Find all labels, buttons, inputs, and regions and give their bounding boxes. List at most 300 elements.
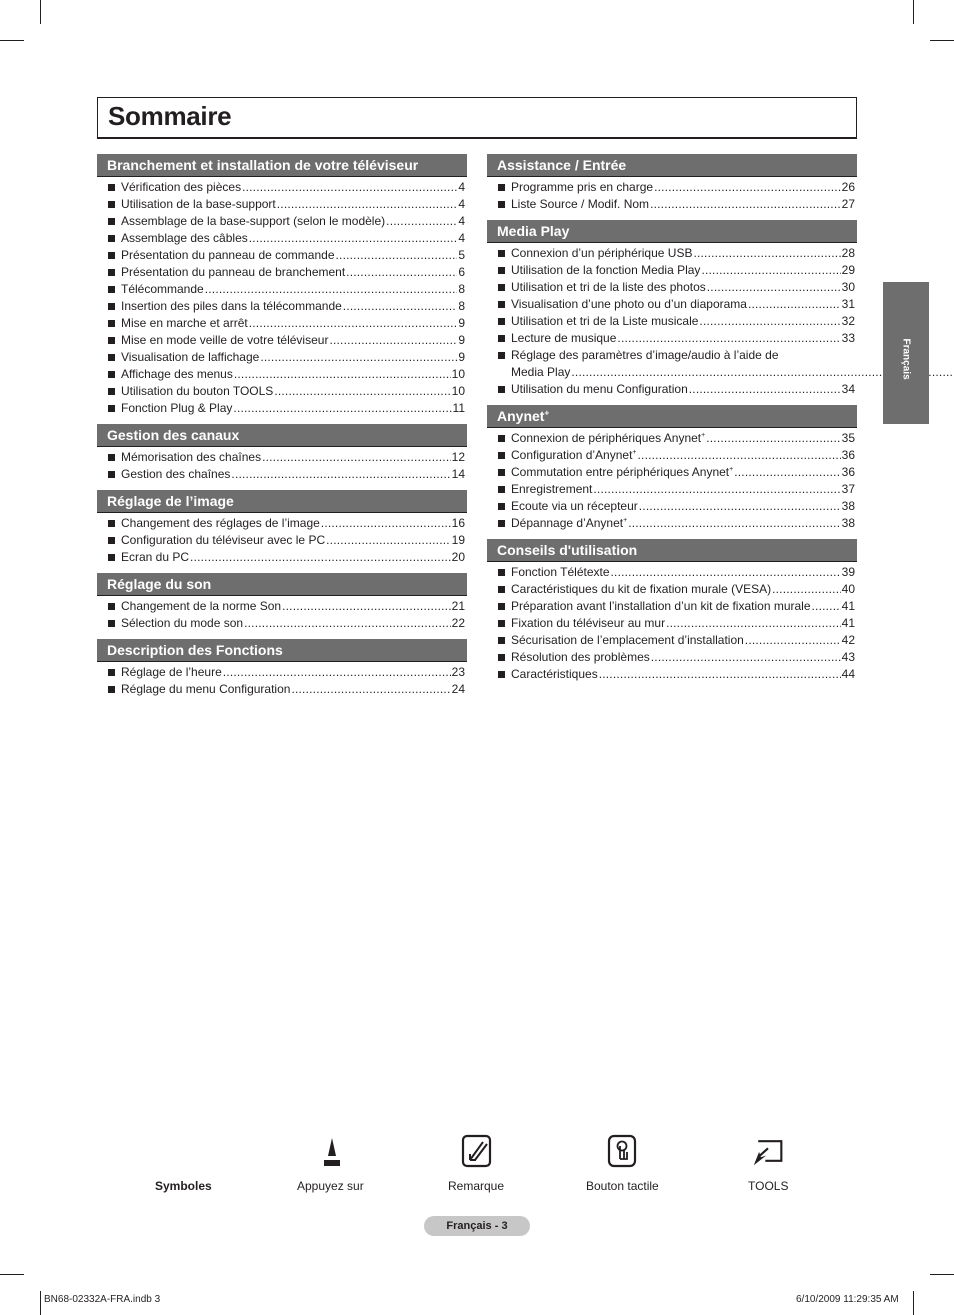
- toc-entry-label: [121, 247, 335, 264]
- toc-entry[interactable]: [97, 349, 467, 366]
- leader-dots: [190, 549, 451, 566]
- toc-entry[interactable]: [97, 449, 467, 466]
- toc-entry-page: 9: [458, 350, 465, 364]
- toc-entry-label: [121, 466, 230, 483]
- toc-entry-label: [121, 179, 241, 196]
- toc-entry[interactable]: [487, 666, 857, 683]
- toc-entry-page: 10: [451, 384, 465, 398]
- toc-entry-page: 29: [841, 263, 855, 277]
- toc-entry-page: 4: [458, 197, 465, 211]
- toc-entry-text: Affichage des menus: [121, 367, 233, 381]
- toc-entry-page: 42: [841, 633, 855, 647]
- toc-entry-label: [511, 196, 649, 213]
- toc-entry-text: Enregistrement: [511, 482, 593, 496]
- toc-section: [97, 424, 467, 483]
- toc-entry-text: Utilisation du menu Configuration: [511, 382, 688, 396]
- toc-entry[interactable]: [487, 481, 857, 498]
- bullet-square-icon: [108, 337, 115, 344]
- bullet-square-icon: [108, 252, 115, 259]
- leader-dots: [706, 430, 840, 447]
- crop-mark: [40, 1291, 41, 1315]
- toc-entry-text: Réglage de l’heure: [121, 665, 222, 679]
- bullet-square-icon: [498, 184, 505, 191]
- toc-entry[interactable]: [97, 366, 467, 383]
- section-heading: [97, 424, 467, 447]
- symbols-legend: [0, 1130, 954, 1200]
- bullet-square-icon: [498, 503, 505, 510]
- leader-dots: [745, 632, 841, 649]
- crop-mark: [0, 40, 24, 41]
- toc-entry-label: [511, 649, 650, 666]
- toc-section: [97, 154, 467, 417]
- section-heading: [97, 573, 467, 596]
- toc-entry-page: 8: [458, 282, 465, 296]
- toc-entry-label: [121, 383, 273, 400]
- toc-entry-page: 6: [458, 265, 465, 279]
- toc-entry-label: [511, 515, 627, 532]
- symbol-label-note: Remarque: [448, 1179, 505, 1193]
- toc-entry-label: [511, 498, 638, 515]
- toc-entry-page: 43: [841, 650, 855, 664]
- leader-dots: [262, 449, 451, 466]
- leader-dots: [260, 349, 457, 366]
- toc-entry-label: [121, 281, 204, 298]
- bullet-square-icon: [108, 371, 115, 378]
- leader-dots: [291, 681, 450, 698]
- toc-entry-label: [121, 213, 385, 230]
- footer-datetime: 6/10/2009 11:29:35 AM: [796, 1294, 899, 1305]
- toc-entry-label: [511, 381, 688, 398]
- toc-entry-page: 38: [841, 499, 855, 513]
- bullet-square-icon: [498, 603, 505, 610]
- toc-entry-label: [511, 179, 653, 196]
- leader-dots: [650, 196, 841, 213]
- leader-dots: [654, 179, 841, 196]
- toc-left-column: [97, 154, 467, 705]
- toc-entry-text: Préparation avant l’installation d’un kit de fixation murale: [511, 599, 811, 613]
- bullet-square-icon: [108, 218, 115, 225]
- bullet-square-icon: [498, 620, 505, 627]
- toc-entry-page: 20: [451, 550, 465, 564]
- toc-entry-text: Mise en marche et arrêt: [121, 316, 248, 330]
- crop-mark: [40, 0, 41, 24]
- toc-entry-label: [511, 279, 706, 296]
- toc-entry-text: Insertion des piles dans la télécommande: [121, 299, 342, 313]
- toc-entry-page: 21: [451, 599, 465, 613]
- toc-entry-page: 14: [451, 467, 465, 481]
- toc-entry[interactable]: [487, 498, 857, 515]
- toc-entry-text: Assemblage de la base-support (selon le modèle): [121, 214, 386, 228]
- toc-entry[interactable]: [97, 332, 467, 349]
- leader-dots: [282, 598, 451, 615]
- toc-entry-label: [121, 366, 233, 383]
- toc-entry-text: Dépannage d’Anynet: [511, 516, 624, 530]
- toc-entry[interactable]: [97, 281, 467, 298]
- bullet-square-icon: [498, 386, 505, 393]
- toc-entry-page: 10: [451, 367, 465, 381]
- leader-dots: [628, 515, 840, 532]
- toc-entry-text: Utilisation de la fonction Media Play: [511, 263, 701, 277]
- toc-entry-text: Configuration d’Anynet: [511, 448, 633, 462]
- page-title: Sommaire: [108, 101, 232, 131]
- bullet-square-icon: [108, 303, 115, 310]
- leader-dots: [277, 196, 458, 213]
- crop-mark: [930, 40, 954, 41]
- crop-mark: [913, 1291, 914, 1315]
- toc-entry-text: Utilisation du bouton TOOLS: [121, 384, 274, 398]
- toc-entry-page: 4: [458, 231, 465, 245]
- toc-entry-label: [121, 615, 243, 632]
- toc-entry-text: Fonction Télétexte: [511, 565, 610, 579]
- section-heading: [487, 220, 857, 243]
- section-heading-text: Media Play: [497, 223, 570, 239]
- bullet-square-icon: [108, 537, 115, 544]
- bullet-square-icon: [108, 603, 115, 610]
- toc-entry[interactable]: [487, 598, 857, 615]
- section-heading: [487, 539, 857, 562]
- leader-dots: [336, 247, 458, 264]
- bullet-square-icon: [498, 352, 505, 359]
- toc-entry-page: 30: [841, 280, 855, 294]
- bullet-square-icon: [498, 335, 505, 342]
- toc-entry-label: [121, 230, 248, 247]
- section-heading: [97, 639, 467, 662]
- toc-list: [97, 596, 467, 632]
- toc-entry[interactable]: [487, 279, 857, 296]
- toc-list: [97, 513, 467, 566]
- toc-entry-text: Visualisation d’une photo ou d’un diaporama: [511, 297, 747, 311]
- toc-entry[interactable]: [487, 649, 857, 666]
- toc-entry[interactable]: [97, 681, 467, 698]
- toc-entry[interactable]: [487, 245, 857, 262]
- leader-dots: [326, 532, 451, 549]
- toc-entry[interactable]: [487, 179, 857, 196]
- bullet-square-icon: [498, 250, 505, 257]
- leader-dots: [599, 666, 841, 683]
- toc-entry-text: Connexion de périphériques Anynet: [511, 431, 702, 445]
- section-heading-text: Assistance / Entrée: [497, 157, 627, 173]
- leader-dots: [343, 298, 458, 315]
- touch-button-icon: [607, 1134, 639, 1168]
- toc-section: [487, 154, 857, 213]
- page-number-pill: Français - 3: [424, 1216, 530, 1236]
- toc-entry-label: [511, 632, 744, 649]
- bullet-square-icon: [108, 320, 115, 327]
- bullet-square-icon: [498, 284, 505, 291]
- toc-list: [487, 562, 857, 683]
- bullet-square-icon: [498, 520, 505, 527]
- toc-entry-sup: +: [632, 449, 637, 456]
- toc-entry[interactable]: [487, 330, 857, 347]
- toc-entry[interactable]: [487, 632, 857, 649]
- toc-list: [487, 243, 857, 398]
- toc-entry-label: [121, 681, 290, 698]
- toc-entry[interactable]: [487, 296, 857, 313]
- bullet-square-icon: [498, 654, 505, 661]
- toc-entry-page: 41: [841, 616, 855, 630]
- symbol-label-tools: TOOLS: [748, 1179, 789, 1193]
- toc-entry-text: Utilisation et tri de la liste des photos: [511, 280, 706, 294]
- toc-entry-label: [511, 447, 637, 464]
- toc-list: [97, 662, 467, 698]
- section-heading-sup: +: [544, 408, 550, 418]
- toc-entry[interactable]: [97, 264, 467, 281]
- toc-entry[interactable]: [97, 664, 467, 681]
- toc-entry-text: Caractéristiques du kit de fixation murale (VESA): [511, 582, 772, 596]
- toc-entry-label: [511, 666, 598, 683]
- language-side-tab: [883, 282, 929, 424]
- leader-dots: [329, 332, 457, 349]
- toc-entry-text: Vérification des pièces: [121, 180, 242, 194]
- toc-entry[interactable]: [487, 564, 857, 581]
- toc-entry-page: 36: [841, 448, 855, 462]
- toc-entry-page: 40: [841, 582, 855, 596]
- toc-entry[interactable]: [487, 615, 857, 632]
- bullet-square-icon: [498, 301, 505, 308]
- toc-entry[interactable]: [487, 262, 857, 279]
- toc-entry-page: 28: [841, 246, 855, 260]
- toc-entry[interactable]: [487, 464, 857, 481]
- toc-entry-text: Configuration du téléviseur avec le PC: [121, 533, 326, 547]
- toc-section: [97, 490, 467, 566]
- toc-entry-text: Fixation du téléviseur au mur: [511, 616, 666, 630]
- section-heading-text: Gestion des canaux: [107, 427, 240, 443]
- toc-entry-text: Changement des réglages de l’image: [121, 516, 320, 530]
- toc-entry-text: Commutation entre périphériques Anynet: [511, 465, 730, 479]
- toc-entry-label: [511, 296, 747, 313]
- toc-entry-text: Fonction Plug & Play: [121, 401, 233, 415]
- toc-entry-label: [511, 481, 592, 498]
- toc-entry-label: [121, 532, 325, 549]
- toc-entry[interactable]: [487, 447, 857, 464]
- toc-entry-page: 38: [841, 516, 855, 530]
- section-heading-text: Anynet: [497, 408, 545, 424]
- leader-dots: [638, 447, 841, 464]
- leader-dots: [249, 315, 458, 332]
- toc-section: [487, 405, 857, 532]
- section-heading: [487, 405, 857, 428]
- leader-dots: [386, 213, 457, 230]
- toc-entry-page: 26: [841, 180, 855, 194]
- bullet-square-icon: [498, 318, 505, 325]
- toc-entry-page: 9: [458, 316, 465, 330]
- toc-entry-page: 23: [451, 665, 465, 679]
- bullet-square-icon: [108, 201, 115, 208]
- toc-entry-page: 9: [458, 333, 465, 347]
- leader-dots: [249, 230, 458, 247]
- toc-entry[interactable]: [97, 247, 467, 264]
- bullet-square-icon: [108, 235, 115, 242]
- toc-entry-sup: +: [701, 432, 706, 439]
- toc-entry-page: 35: [841, 431, 855, 445]
- toc-entry-label-continued: Media Play: [511, 365, 571, 379]
- toc-entry-text: Assemblage des câbles: [121, 231, 248, 245]
- toc-entry-text: Réglage du menu Configuration: [121, 682, 291, 696]
- leader-dots: [748, 296, 841, 313]
- toc-entry-page: 22: [451, 616, 465, 630]
- toc-entry-page: 33: [841, 331, 855, 345]
- bullet-square-icon: [108, 669, 115, 676]
- toc-entry[interactable]: [97, 213, 467, 230]
- leader-dots: [611, 564, 841, 581]
- bullet-square-icon: [498, 435, 505, 442]
- symbol-label-touch: Bouton tactile: [586, 1179, 659, 1193]
- toc-entry-page: 19: [451, 533, 465, 547]
- bullet-square-icon: [108, 286, 115, 293]
- bullet-square-icon: [108, 686, 115, 693]
- leader-dots: [321, 515, 451, 532]
- bullet-square-icon: [498, 201, 505, 208]
- toc-entry-text: Caractéristiques: [511, 667, 598, 681]
- crop-mark: [0, 1274, 24, 1275]
- toc-entry-page: 16: [451, 516, 465, 530]
- leader-dots: [223, 664, 451, 681]
- leader-dots: [701, 262, 840, 279]
- leader-dots: [346, 264, 457, 281]
- leader-dots: [205, 281, 458, 298]
- toc-entry[interactable]: [97, 515, 467, 532]
- leader-dots: [593, 481, 840, 498]
- leader-dots: [693, 245, 840, 262]
- toc-entry-page: 32: [841, 314, 855, 328]
- toc-entry-label: [121, 196, 276, 213]
- toc-list: [97, 447, 467, 483]
- leader-dots: [707, 279, 841, 296]
- toc-entry[interactable]: [97, 383, 467, 400]
- toc-entry-label: [511, 615, 665, 632]
- toc-entry[interactable]: [97, 615, 467, 632]
- toc-entry-text: Présentation du panneau de commande: [121, 248, 335, 262]
- toc-entry-text: Télécommande: [121, 282, 204, 296]
- toc-entry-text: Gestion des chaînes: [121, 467, 231, 481]
- leader-dots: [812, 598, 841, 615]
- toc-entry-label: [511, 581, 771, 598]
- toc-entry[interactable]: [487, 581, 857, 598]
- toc-section: [487, 539, 857, 683]
- toc-entry[interactable]: [97, 315, 467, 332]
- toc-entry-text: Visualisation de laffichage: [121, 350, 260, 364]
- toc-entry[interactable]: [97, 179, 467, 196]
- toc-entry-label: [511, 313, 698, 330]
- toc-entry-label: [121, 664, 222, 681]
- bullet-square-icon: [108, 269, 115, 276]
- toc-entry[interactable]: [487, 347, 857, 381]
- toc-entry[interactable]: [97, 230, 467, 247]
- toc-entry-label: [511, 262, 700, 279]
- toc-entry[interactable]: [487, 313, 857, 330]
- bullet-square-icon: [108, 184, 115, 191]
- bullet-square-icon: [498, 267, 505, 274]
- leader-dots: [244, 615, 451, 632]
- leader-dots: [234, 366, 451, 383]
- toc-entry[interactable]: [97, 532, 467, 549]
- crop-mark: [913, 0, 914, 24]
- leader-dots: [231, 466, 450, 483]
- leader-dots: [233, 400, 451, 417]
- section-heading: [97, 154, 467, 177]
- leader-dots: [242, 179, 457, 196]
- section-heading: [487, 154, 857, 177]
- toc-section: [487, 220, 857, 398]
- toc-entry-page: 5: [458, 248, 465, 262]
- toc-entry-label: [121, 549, 189, 566]
- toc-entry-label: [511, 330, 616, 347]
- toc-entry-sup: +: [729, 466, 734, 473]
- toc-entry-label: [121, 400, 232, 417]
- toc-entry-label: [121, 332, 328, 349]
- toc-section: [97, 573, 467, 632]
- section-heading-text: Branchement et installation de votre téléviseur: [107, 157, 419, 173]
- leader-dots: [734, 464, 840, 481]
- leader-dots: [651, 649, 841, 666]
- toc-entry[interactable]: [97, 298, 467, 315]
- toc-entry[interactable]: [97, 549, 467, 566]
- bullet-square-icon: [108, 405, 115, 412]
- toc-entry-text: Programme pris en charge: [511, 180, 654, 194]
- toc-entry-text: Sélection du mode son: [121, 616, 244, 630]
- toc-entry-text: Mise en mode veille de votre téléviseur: [121, 333, 329, 347]
- toc-entry-page: 34: [841, 382, 855, 396]
- bullet-square-icon: [498, 637, 505, 644]
- footer-file-name: BN68-02332A-FRA.indb 3: [44, 1294, 161, 1305]
- bullet-square-icon: [498, 569, 505, 576]
- toc-entry[interactable]: [97, 598, 467, 615]
- toc-entry-page: 12: [451, 450, 465, 464]
- toc-list: [487, 177, 857, 213]
- side-tab-label: Français: [900, 338, 912, 380]
- toc-entry-page: 39: [841, 565, 855, 579]
- toc-entry-text: Utilisation et tri de la Liste musicale: [511, 314, 699, 328]
- toc-entry-text: Utilisation de la base-support: [121, 197, 276, 211]
- toc-entry-page: 36: [841, 465, 855, 479]
- toc-entry[interactable]: [97, 466, 467, 483]
- toc-right-column: [487, 154, 857, 690]
- toc-section: [97, 639, 467, 698]
- toc-entry-text: Ecran du PC: [121, 550, 190, 564]
- toc-entry-label: [121, 515, 320, 532]
- toc-entry-label: [121, 449, 261, 466]
- leader-dots: [274, 383, 450, 400]
- bullet-square-icon: [498, 586, 505, 593]
- symbols-title: Symboles: [155, 1179, 212, 1193]
- toc-entry[interactable]: [487, 515, 857, 532]
- bullet-square-icon: [108, 620, 115, 627]
- section-heading-text: Réglage de l’image: [107, 493, 234, 509]
- leader-dots: [639, 498, 841, 515]
- bullet-square-icon: [108, 520, 115, 527]
- bullet-square-icon: [108, 554, 115, 561]
- bullet-square-icon: [108, 354, 115, 361]
- toc-entry[interactable]: [487, 430, 857, 447]
- section-heading-text: Description des Fonctions: [107, 642, 283, 658]
- bullet-square-icon: [498, 452, 505, 459]
- leader-dots: [689, 381, 841, 398]
- bullet-square-icon: [498, 671, 505, 678]
- toc-entry[interactable]: [97, 196, 467, 213]
- toc-entry-label: [511, 464, 733, 481]
- toc-entry-label: [121, 315, 248, 332]
- toc-entry[interactable]: [487, 381, 857, 398]
- press-arrow-icon: [316, 1134, 348, 1168]
- note-icon: [461, 1134, 493, 1168]
- section-heading: [97, 490, 467, 513]
- toc-entry-text: Changement de la norme Son: [121, 599, 282, 613]
- toc-entry-label: [511, 245, 692, 262]
- toc-entry-page: 4: [458, 214, 465, 228]
- toc-entry[interactable]: [97, 400, 467, 417]
- toc-entry[interactable]: [487, 196, 857, 213]
- toc-entry-text: Sécurisation de l’emplacement d’installation: [511, 633, 744, 647]
